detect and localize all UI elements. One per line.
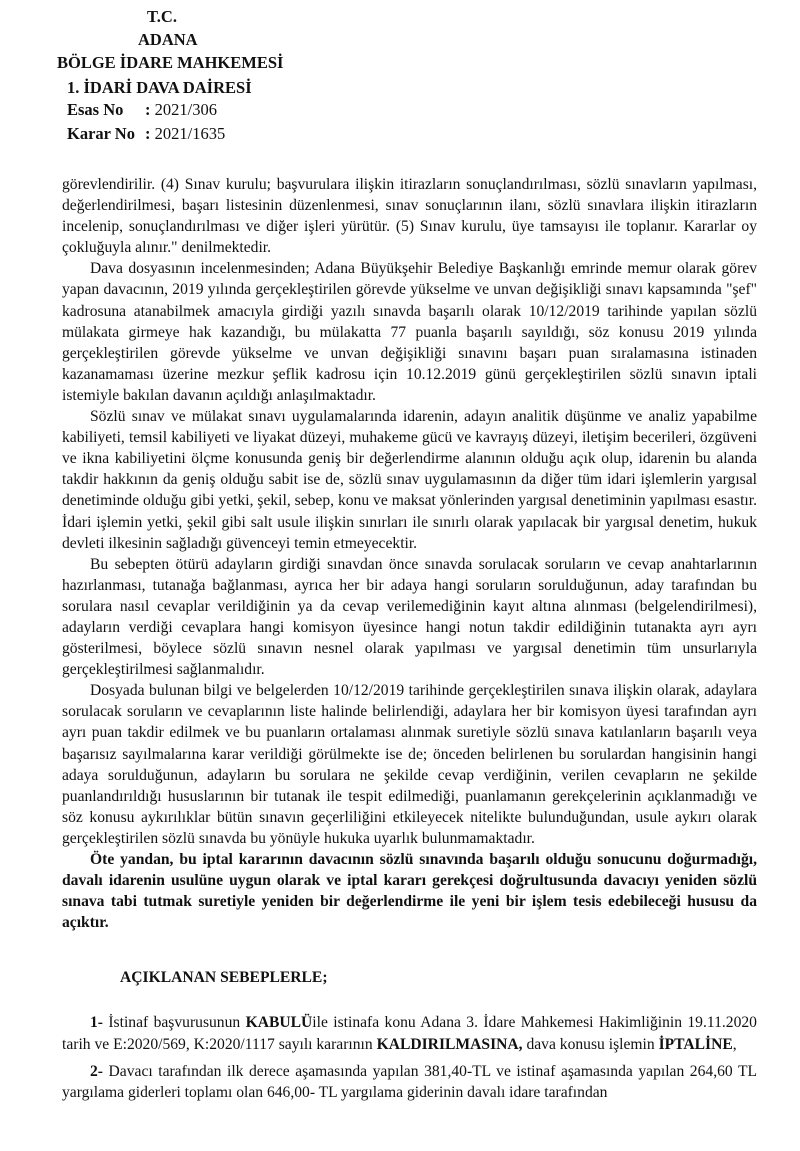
- header-tc: T.C.: [147, 7, 177, 26]
- paragraph-oral-exam-review: Sözlü sınav ve mülakat sınavı uygulamalarında idarenin, adayın analitik düşünme ve analiz yapabilme kabiliyeti, temsil kabiliyeti ve liyakat düzeyi, muhakeme gücü ve kavrayış düzeyi, iletişim becerileri, özgüveni ve ikna kabiliyetini ölçme konusunda geniş bir değerlendirme alanının olduğu açık olup, idarenin bu alanda takdir hakkının da geniş olduğu sabit ise de, sözlü sınav uygulamasının da diğer tüm idari işlemlerin yargısal denetiminde olduğu gibi yetki, şekil, sebep, konu ve maksat yönlerinden yargısal denetiminin yapılması esastır. İdari işlemin yetki, şekil gibi salt usule ilişkin sınırları ile sınırlı olarak yapılacak bir yargısal denetim, hukuk devleti ilkesinin sağladığı güvenceyi temin etmeyecektir.: [62, 408, 757, 552]
- karar-no-label: Karar No: [67, 124, 135, 143]
- ruling-item-1: [62, 1012, 757, 1054]
- item-1-text-d: ,: [732, 1035, 737, 1053]
- paragraph-case-summary: Dava dosyasının incelenmesinden; Adana Büyükşehir Belediye Başkanlığı emrinde memur olarak görev yapan davacının, 2019 yılında gerçekleştirilen görevde yükselme ve unvan değişikliği sınavı kapsamında "şef" kadrosuna atanabilmek amacıyla girdiği yazılı sınavda başarılı olarak 10/12/2019 tarihinde yapılan sözlü mülakata girmeye hak kazandığı, bu mülakatta 77 puanla başarılı sayıldığı, söz konusu 2019 yılında gerçekleştirilen görevde yükselme ve unvan değişikliği sınavını başarı puan sıralamasına istinaden kazanamaması üzerine mezkur şeflik kadrosu için 10.12.2019 günü gerçekleştirilen sözlü sınavın iptali istemiyle bakılan davanın açıldığı anlaşılmaktadır.: [62, 260, 757, 404]
- ruling-item-2: [62, 1061, 757, 1103]
- item-1-iptaline: İPTALİNE: [658, 1035, 733, 1053]
- esas-no-row: [67, 100, 217, 120]
- item-1-text-b: ile istinafa konu Adana 3. İdare Mahkemesi Hakimliğinin 19.11.2020 tarih ve E:2020/569, K:2020/1117 sayılı kararının: [62, 1014, 757, 1053]
- item-1-kabul: KABULÜ: [245, 1014, 313, 1032]
- item-1-kaldirilmasina: KALDIRILMASINA,: [376, 1035, 523, 1053]
- item-1-number: 1-: [90, 1014, 103, 1032]
- karar-no-row: [67, 124, 225, 144]
- paragraph-exam-procedure: Bu sebepten ötürü adayların girdiği sınavdan önce sınavda sorulacak soruların ve cevap anahtarlarının hazırlanması, tutanağa bağlanması, ayrıca her bir adaya hangi soruların sorulduğunun, aday tarafından bu sorulara nasıl cevaplar verildiğinin ya da cevap verilemediğinin kayıt altına alınması (belgelendirilmesi), adayların verdiği cevaplara hangi komisyon üyesince hangi notun takdir edildiğinin tutanakta ayrı ayrı gösterilmesi, böylece sözlü sınavın nesnel olarak yapılması ve yargısal denetimin tüm unsurlarıyla gerçekleştirilmesi sağlanmalıdır.: [62, 555, 757, 679]
- item-1-text-c: dava konusu işlemin: [522, 1035, 659, 1053]
- header-city: ADANA: [138, 30, 198, 49]
- esas-colon: :: [145, 100, 155, 119]
- esas-no-value: 2021/306: [154, 100, 217, 119]
- item-2-number: 2-: [90, 1062, 103, 1080]
- paragraph-conclusion-note: Öte yandan, bu iptal kararının davacının sözlü sınavında başarılı olduğu sonucunu doğurmadığı, davalı idarenin usulüne uygun olarak ve iptal kararı gerekçesi doğrultusunda davacıyı yeniden sözlü sınava tabi tutmak suretiyle yeniden bir değerlendirme ile yeni bir işlem tesis edebileceği hususu da açıktır.: [62, 851, 757, 932]
- item-2-text: Davacı tarafından ilk derece aşamasında yapılan 381,40-TL ve istinaf aşamasında yapılan 264,60 TL yargılama giderleri toplamı olan 646,00- TL yargılama giderinin davalı idare tarafından: [62, 1062, 757, 1101]
- item-1-text-a: İstinaf başvurusunun: [103, 1014, 246, 1032]
- header-chamber: 1. İDARİ DAVA DAİRESİ: [67, 78, 252, 97]
- header-court-name: BÖLGE İDARE MAHKEMESİ: [57, 53, 284, 72]
- karar-colon: :: [145, 124, 155, 143]
- karar-no-value: 2021/1635: [154, 124, 226, 143]
- esas-no-label: Esas No: [67, 100, 124, 119]
- paragraph-file-findings: Dosyada bulunan bilgi ve belgelerden 10/12/2019 tarihinde gerçekleştirilen sınava ilişkin olarak, adaylara sorulacak soruların ve cevaplarının liste halinde belirlendiği, adaylara her bir komisyon üyesi tarafından ayrı ayrı puan takdir edilmek ve bu puanların ortalaması alınmak suretiyle sözlü sınava katılanların başarılı veya başarısız sayılmalarına karar verildiği görülmekte ise de; önceden belirlenen bu sorulardan hangisinin hangi adaya sorulduğunun, adayların bu sorulara ne şekilde cevap verdiğinin, verilen cevapların ne şekilde puanlandırıldığı hususlarının bir tutanak ile tespit edilmediği, puanlamanın gerekçelerinin açıklanmadığı ve söz konusu aykırılıklar bütün sınavın geçerliliğini etkileyecek nitelikte bulunduğundan, usule aykırı olarak gerçekleştirilen sözlü sınavda bu yönüyle hukuka uyarlık bulunmamaktadır.: [62, 682, 757, 847]
- document-body: [62, 174, 757, 1103]
- paragraph-continuation: görevlendirilir. (4) Sınav kurulu; başvurulara ilişkin itirazların sonuçlandırılması, sözlü sınavların yapılması, değerlendirilmesi, başarı listesinin düzenlenmesi, sınav sonuçlarının ilanı, sözlü sınavlara ilişkin itirazların incelenip, sonuçlandırılması ve diğer işleri yürütür. (5) Sınav kurulu, üye tamsayısı ile toplanır. Kararlar oy çokluğuyla alınır." denilmektedir.: [62, 176, 757, 257]
- section-heading: AÇIKLANAN SEBEPLERLE;: [120, 969, 328, 987]
